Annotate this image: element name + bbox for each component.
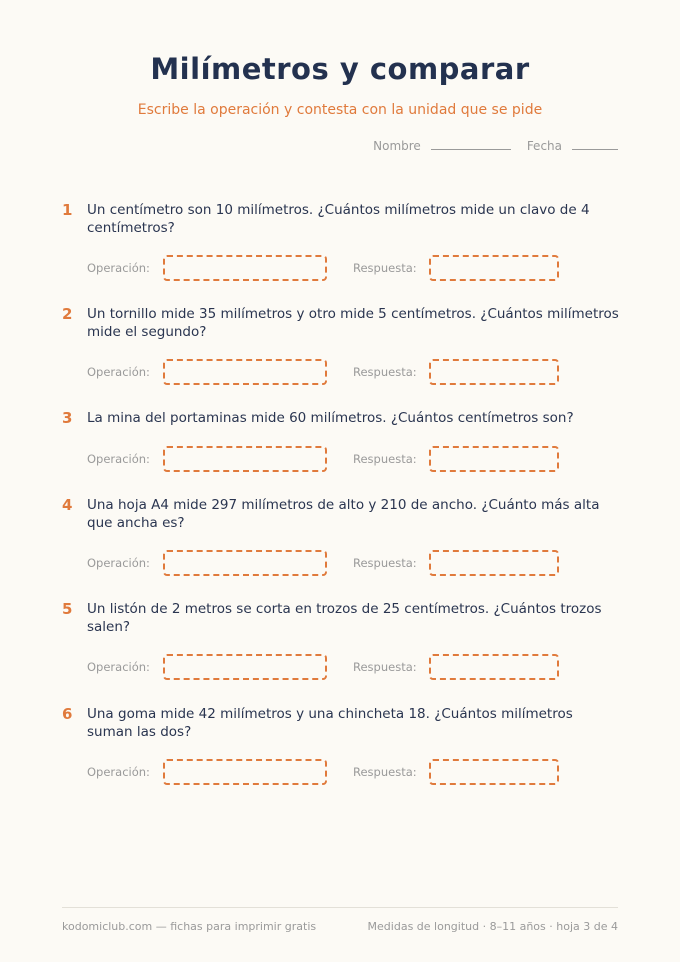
question-text: Un listón de 2 metros se corta en trozos de 25 centímetros. ¿Cuántos trozos salen? xyxy=(87,601,602,635)
answer-label: Respuesta: xyxy=(353,261,417,275)
answer-row xyxy=(87,255,559,281)
page-footer xyxy=(62,920,618,933)
page-title: Milímetros y comparar xyxy=(150,52,530,86)
answer-row xyxy=(87,446,559,472)
answer-label: Respuesta: xyxy=(353,556,417,570)
question-6 xyxy=(62,705,622,779)
question-text: Un tornillo mide 35 milímetros y otro mide 5 centímetros. ¿Cuántos milímetros mide el segundo? xyxy=(87,306,619,340)
answer-row xyxy=(87,654,559,680)
question-text: La mina del portaminas mide 60 milímetros. ¿Cuántos centímetros son? xyxy=(87,410,574,426)
operation-label: Operación: xyxy=(87,452,150,466)
question-number: 6 xyxy=(62,705,73,723)
name-date-fields xyxy=(373,139,618,153)
footer-site: kodomiclub.com — fichas para imprimir gratis xyxy=(62,920,317,933)
question-number: 4 xyxy=(62,496,73,514)
page-subtitle: Escribe la operación y contesta con la unidad que se pide xyxy=(137,102,543,118)
answer-row xyxy=(87,359,559,385)
answer-box[interactable] xyxy=(429,446,559,472)
date-label: Fecha xyxy=(526,139,562,153)
answer-box[interactable] xyxy=(429,255,559,281)
answer-label: Respuesta: xyxy=(353,765,417,779)
operation-box[interactable] xyxy=(163,759,327,785)
operation-box[interactable] xyxy=(163,255,327,281)
answer-box[interactable] xyxy=(429,759,559,785)
operation-label: Operación: xyxy=(87,765,150,779)
operation-label: Operación: xyxy=(87,660,150,674)
question-number: 1 xyxy=(62,201,73,219)
answer-box[interactable] xyxy=(429,654,559,680)
question-number: 3 xyxy=(62,409,73,427)
question-4 xyxy=(62,496,622,570)
operation-box[interactable] xyxy=(163,550,327,576)
answer-row xyxy=(87,759,559,785)
date-line[interactable] xyxy=(572,148,618,150)
operation-label: Operación: xyxy=(87,261,150,275)
question-5 xyxy=(62,600,622,674)
operation-box[interactable] xyxy=(163,654,327,680)
operation-label: Operación: xyxy=(87,556,150,570)
question-text: Un centímetro son 10 milímetros. ¿Cuántos milímetros mide un clavo de 4 centímetros? xyxy=(87,202,590,236)
question-number: 2 xyxy=(62,305,73,323)
answer-label: Respuesta: xyxy=(353,365,417,379)
answer-row xyxy=(87,550,559,576)
question-2 xyxy=(62,305,622,379)
footer-divider xyxy=(62,907,618,908)
answer-box[interactable] xyxy=(429,550,559,576)
question-text: Una goma mide 42 milímetros y una chincheta 18. ¿Cuántos milímetros suman las dos? xyxy=(87,706,573,740)
question-3 xyxy=(62,409,622,466)
operation-box[interactable] xyxy=(163,359,327,385)
operation-label: Operación: xyxy=(87,365,150,379)
question-1 xyxy=(62,201,622,275)
answer-label: Respuesta: xyxy=(353,660,417,674)
name-label: Nombre xyxy=(373,139,421,153)
question-number: 5 xyxy=(62,600,73,618)
operation-box[interactable] xyxy=(163,446,327,472)
footer-sheet-info: Medidas de longitud · 8–11 años · hoja 3 de 4 xyxy=(367,920,618,933)
answer-box[interactable] xyxy=(429,359,559,385)
question-text: Una hoja A4 mide 297 milímetros de alto y 210 de ancho. ¿Cuánto más alta que ancha es? xyxy=(87,497,600,531)
name-line[interactable] xyxy=(431,148,511,150)
answer-label: Respuesta: xyxy=(353,452,417,466)
